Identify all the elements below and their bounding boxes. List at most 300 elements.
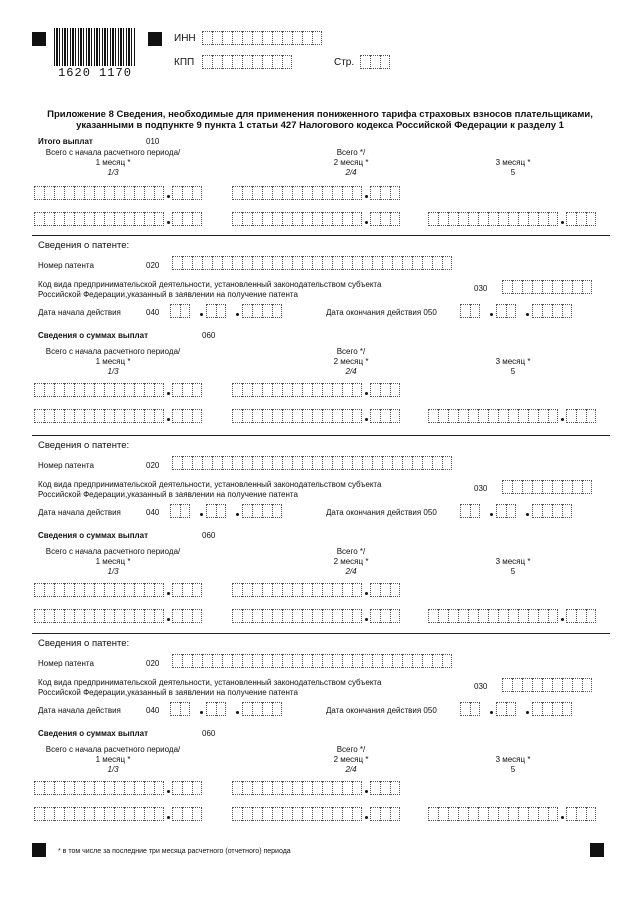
input-cell[interactable]: [506, 304, 516, 318]
input-cell[interactable]: [180, 702, 190, 716]
input-cell[interactable]: [518, 212, 528, 226]
input-cell[interactable]: [380, 583, 390, 597]
input-cell[interactable]: [292, 456, 302, 470]
input-cell[interactable]: [312, 456, 322, 470]
input-cell[interactable]: [252, 212, 262, 226]
input-cell[interactable]: [352, 186, 362, 200]
input-cell[interactable]: [252, 654, 262, 668]
input-cell[interactable]: [64, 781, 74, 795]
input-cell[interactable]: [576, 807, 586, 821]
input-cell[interactable]: [262, 583, 272, 597]
input-cell[interactable]: [548, 212, 558, 226]
input-cell[interactable]: [114, 583, 124, 597]
input-cell[interactable]: [34, 409, 44, 423]
input-cell[interactable]: [170, 504, 180, 518]
input-cell[interactable]: [172, 583, 182, 597]
input-cell[interactable]: [302, 583, 312, 597]
input-cell[interactable]: [312, 583, 322, 597]
input-cell[interactable]: [312, 807, 322, 821]
input-cell[interactable]: [448, 409, 458, 423]
input-cell[interactable]: [542, 678, 552, 692]
amount-field-col2-row1-decimal[interactable]: [370, 186, 400, 200]
input-cell[interactable]: [332, 609, 342, 623]
input-cell[interactable]: [84, 186, 94, 200]
input-cell[interactable]: [114, 609, 124, 623]
input-cell[interactable]: [438, 212, 448, 226]
input-cell[interactable]: [124, 781, 134, 795]
input-cell[interactable]: [154, 383, 164, 397]
input-cell[interactable]: [242, 186, 252, 200]
amount-field-col2-row2-decimal[interactable]: [370, 409, 400, 423]
input-cell[interactable]: [172, 654, 182, 668]
input-cell[interactable]: [232, 583, 242, 597]
input-cell[interactable]: [182, 654, 192, 668]
input-cell[interactable]: [542, 280, 552, 294]
input-cell[interactable]: [262, 55, 272, 69]
input-cell[interactable]: [124, 609, 134, 623]
input-cell[interactable]: [438, 807, 448, 821]
input-cell[interactable]: [362, 256, 372, 270]
input-cell[interactable]: [432, 456, 442, 470]
input-cell[interactable]: [154, 186, 164, 200]
input-cell[interactable]: [54, 807, 64, 821]
amount-field-col2-row2-decimal[interactable]: [370, 609, 400, 623]
amount-field-col2-row2-decimal[interactable]: [370, 212, 400, 226]
amount-field-col1-row1-integer[interactable]: [34, 781, 164, 795]
input-cell[interactable]: [552, 678, 562, 692]
input-cell[interactable]: [202, 55, 212, 69]
input-cell[interactable]: [322, 383, 332, 397]
input-cell[interactable]: [498, 212, 508, 226]
input-cell[interactable]: [282, 807, 292, 821]
input-cell[interactable]: [392, 456, 402, 470]
input-cell[interactable]: [154, 409, 164, 423]
input-cell[interactable]: [576, 212, 586, 226]
input-cell[interactable]: [262, 781, 272, 795]
input-cell[interactable]: [552, 702, 562, 716]
input-cell[interactable]: [380, 807, 390, 821]
activity-kind-field[interactable]: [502, 480, 592, 494]
input-cell[interactable]: [104, 583, 114, 597]
input-cell[interactable]: [518, 409, 528, 423]
input-cell[interactable]: [542, 304, 552, 318]
input-cell[interactable]: [242, 212, 252, 226]
input-cell[interactable]: [182, 583, 192, 597]
input-cell[interactable]: [192, 456, 202, 470]
amount-field-col3-row2-integer[interactable]: [428, 409, 558, 423]
input-cell[interactable]: [34, 383, 44, 397]
input-cell[interactable]: [134, 383, 144, 397]
input-cell[interactable]: [562, 702, 572, 716]
input-cell[interactable]: [252, 583, 262, 597]
input-cell[interactable]: [302, 212, 312, 226]
input-cell[interactable]: [292, 781, 302, 795]
input-cell[interactable]: [262, 383, 272, 397]
input-cell[interactable]: [582, 280, 592, 294]
input-cell[interactable]: [542, 504, 552, 518]
input-cell[interactable]: [182, 186, 192, 200]
input-cell[interactable]: [44, 807, 54, 821]
input-cell[interactable]: [242, 256, 252, 270]
input-cell[interactable]: [390, 186, 400, 200]
input-cell[interactable]: [154, 212, 164, 226]
input-cell[interactable]: [422, 654, 432, 668]
input-cell[interactable]: [182, 781, 192, 795]
input-cell[interactable]: [528, 807, 538, 821]
input-cell[interactable]: [572, 280, 582, 294]
kpp-field[interactable]: [202, 55, 292, 69]
input-cell[interactable]: [442, 654, 452, 668]
input-cell[interactable]: [322, 186, 332, 200]
input-cell[interactable]: [370, 409, 380, 423]
input-cell[interactable]: [124, 383, 134, 397]
input-cell[interactable]: [292, 212, 302, 226]
input-cell[interactable]: [370, 212, 380, 226]
input-cell[interactable]: [242, 31, 252, 45]
input-cell[interactable]: [212, 456, 222, 470]
start-date-year[interactable]: [242, 304, 282, 318]
amount-field-col2-row2-decimal[interactable]: [370, 807, 400, 821]
input-cell[interactable]: [390, 212, 400, 226]
input-cell[interactable]: [104, 781, 114, 795]
input-cell[interactable]: [272, 702, 282, 716]
input-cell[interactable]: [496, 702, 506, 716]
input-cell[interactable]: [538, 807, 548, 821]
input-cell[interactable]: [312, 654, 322, 668]
input-cell[interactable]: [538, 212, 548, 226]
input-cell[interactable]: [312, 31, 322, 45]
input-cell[interactable]: [154, 583, 164, 597]
input-cell[interactable]: [502, 678, 512, 692]
input-cell[interactable]: [54, 781, 64, 795]
input-cell[interactable]: [312, 186, 322, 200]
input-cell[interactable]: [182, 256, 192, 270]
input-cell[interactable]: [94, 212, 104, 226]
start-date-day[interactable]: [170, 504, 190, 518]
amount-field-col3-row2-decimal[interactable]: [566, 409, 596, 423]
input-cell[interactable]: [172, 781, 182, 795]
input-cell[interactable]: [532, 702, 542, 716]
end-date-month[interactable]: [496, 304, 516, 318]
input-cell[interactable]: [144, 583, 154, 597]
activity-kind-field[interactable]: [502, 678, 592, 692]
input-cell[interactable]: [182, 609, 192, 623]
input-cell[interactable]: [242, 654, 252, 668]
inn-field[interactable]: [202, 31, 322, 45]
input-cell[interactable]: [242, 55, 252, 69]
input-cell[interactable]: [232, 409, 242, 423]
input-cell[interactable]: [124, 583, 134, 597]
input-cell[interactable]: [114, 409, 124, 423]
input-cell[interactable]: [44, 212, 54, 226]
input-cell[interactable]: [192, 383, 202, 397]
input-cell[interactable]: [216, 304, 226, 318]
input-cell[interactable]: [182, 383, 192, 397]
input-cell[interactable]: [252, 256, 262, 270]
input-cell[interactable]: [322, 256, 332, 270]
amount-field-col1-row2-decimal[interactable]: [172, 409, 202, 423]
input-cell[interactable]: [172, 807, 182, 821]
input-cell[interactable]: [380, 409, 390, 423]
input-cell[interactable]: [232, 55, 242, 69]
input-cell[interactable]: [528, 609, 538, 623]
input-cell[interactable]: [282, 609, 292, 623]
input-cell[interactable]: [212, 55, 222, 69]
input-cell[interactable]: [222, 654, 232, 668]
input-cell[interactable]: [242, 781, 252, 795]
input-cell[interactable]: [428, 609, 438, 623]
input-cell[interactable]: [322, 583, 332, 597]
input-cell[interactable]: [566, 609, 576, 623]
input-cell[interactable]: [352, 256, 362, 270]
input-cell[interactable]: [488, 807, 498, 821]
input-cell[interactable]: [512, 280, 522, 294]
input-cell[interactable]: [586, 609, 596, 623]
input-cell[interactable]: [262, 256, 272, 270]
input-cell[interactable]: [562, 480, 572, 494]
input-cell[interactable]: [34, 212, 44, 226]
input-cell[interactable]: [94, 807, 104, 821]
input-cell[interactable]: [252, 609, 262, 623]
input-cell[interactable]: [64, 609, 74, 623]
input-cell[interactable]: [114, 781, 124, 795]
input-cell[interactable]: [252, 807, 262, 821]
input-cell[interactable]: [380, 609, 390, 623]
input-cell[interactable]: [242, 609, 252, 623]
input-cell[interactable]: [272, 212, 282, 226]
input-cell[interactable]: [342, 583, 352, 597]
input-cell[interactable]: [84, 383, 94, 397]
input-cell[interactable]: [562, 504, 572, 518]
start-date-month[interactable]: [206, 304, 226, 318]
input-cell[interactable]: [402, 256, 412, 270]
input-cell[interactable]: [370, 383, 380, 397]
end-date-month[interactable]: [496, 504, 516, 518]
input-cell[interactable]: [342, 186, 352, 200]
input-cell[interactable]: [232, 609, 242, 623]
input-cell[interactable]: [538, 609, 548, 623]
input-cell[interactable]: [342, 409, 352, 423]
input-cell[interactable]: [506, 504, 516, 518]
input-cell[interactable]: [74, 409, 84, 423]
input-cell[interactable]: [252, 55, 262, 69]
input-cell[interactable]: [478, 212, 488, 226]
patent-number-field[interactable]: [172, 256, 452, 270]
input-cell[interactable]: [54, 409, 64, 423]
input-cell[interactable]: [192, 609, 202, 623]
amount-field-col1-row1-integer[interactable]: [34, 383, 164, 397]
input-cell[interactable]: [192, 583, 202, 597]
input-cell[interactable]: [262, 609, 272, 623]
input-cell[interactable]: [322, 609, 332, 623]
input-cell[interactable]: [468, 409, 478, 423]
input-cell[interactable]: [380, 186, 390, 200]
input-cell[interactable]: [390, 781, 400, 795]
input-cell[interactable]: [458, 807, 468, 821]
input-cell[interactable]: [44, 781, 54, 795]
input-cell[interactable]: [382, 456, 392, 470]
input-cell[interactable]: [252, 456, 262, 470]
input-cell[interactable]: [172, 456, 182, 470]
input-cell[interactable]: [380, 212, 390, 226]
input-cell[interactable]: [242, 409, 252, 423]
input-cell[interactable]: [498, 807, 508, 821]
input-cell[interactable]: [292, 654, 302, 668]
input-cell[interactable]: [522, 480, 532, 494]
amount-field-col2-row1-decimal[interactable]: [370, 781, 400, 795]
input-cell[interactable]: [392, 256, 402, 270]
input-cell[interactable]: [272, 256, 282, 270]
input-cell[interactable]: [532, 504, 542, 518]
input-cell[interactable]: [532, 678, 542, 692]
input-cell[interactable]: [44, 609, 54, 623]
input-cell[interactable]: [532, 280, 542, 294]
input-cell[interactable]: [192, 409, 202, 423]
input-cell[interactable]: [282, 55, 292, 69]
input-cell[interactable]: [272, 609, 282, 623]
input-cell[interactable]: [272, 55, 282, 69]
end-date-year[interactable]: [532, 304, 572, 318]
input-cell[interactable]: [566, 212, 576, 226]
amount-field-col1-row2-integer[interactable]: [34, 409, 164, 423]
input-cell[interactable]: [470, 304, 480, 318]
input-cell[interactable]: [172, 409, 182, 423]
input-cell[interactable]: [282, 409, 292, 423]
input-cell[interactable]: [576, 409, 586, 423]
input-cell[interactable]: [332, 383, 342, 397]
input-cell[interactable]: [488, 609, 498, 623]
input-cell[interactable]: [528, 409, 538, 423]
amount-field-col2-row1-decimal[interactable]: [370, 383, 400, 397]
input-cell[interactable]: [202, 31, 212, 45]
input-cell[interactable]: [448, 609, 458, 623]
end-date-year[interactable]: [532, 504, 572, 518]
input-cell[interactable]: [192, 186, 202, 200]
start-date-year[interactable]: [242, 702, 282, 716]
input-cell[interactable]: [312, 781, 322, 795]
input-cell[interactable]: [272, 383, 282, 397]
input-cell[interactable]: [104, 186, 114, 200]
input-cell[interactable]: [272, 583, 282, 597]
input-cell[interactable]: [468, 807, 478, 821]
input-cell[interactable]: [262, 409, 272, 423]
input-cell[interactable]: [222, 256, 232, 270]
input-cell[interactable]: [392, 654, 402, 668]
input-cell[interactable]: [332, 456, 342, 470]
amount-field-col1-row2-integer[interactable]: [34, 609, 164, 623]
input-cell[interactable]: [292, 186, 302, 200]
input-cell[interactable]: [428, 409, 438, 423]
input-cell[interactable]: [342, 654, 352, 668]
input-cell[interactable]: [232, 383, 242, 397]
input-cell[interactable]: [74, 781, 84, 795]
input-cell[interactable]: [222, 31, 232, 45]
input-cell[interactable]: [342, 609, 352, 623]
input-cell[interactable]: [412, 256, 422, 270]
input-cell[interactable]: [192, 807, 202, 821]
amount-field-col1-row2-decimal[interactable]: [172, 212, 202, 226]
input-cell[interactable]: [182, 807, 192, 821]
input-cell[interactable]: [352, 654, 362, 668]
input-cell[interactable]: [292, 409, 302, 423]
amount-field-col2-row2-integer[interactable]: [232, 409, 362, 423]
input-cell[interactable]: [262, 456, 272, 470]
input-cell[interactable]: [242, 583, 252, 597]
input-cell[interactable]: [252, 304, 262, 318]
input-cell[interactable]: [114, 186, 124, 200]
end-date-day[interactable]: [460, 304, 480, 318]
input-cell[interactable]: [262, 186, 272, 200]
end-date-month[interactable]: [496, 702, 516, 716]
input-cell[interactable]: [252, 31, 262, 45]
input-cell[interactable]: [182, 212, 192, 226]
input-cell[interactable]: [272, 409, 282, 423]
input-cell[interactable]: [54, 186, 64, 200]
input-cell[interactable]: [332, 781, 342, 795]
input-cell[interactable]: [402, 654, 412, 668]
input-cell[interactable]: [134, 807, 144, 821]
input-cell[interactable]: [382, 654, 392, 668]
input-cell[interactable]: [460, 702, 470, 716]
input-cell[interactable]: [104, 212, 114, 226]
input-cell[interactable]: [518, 807, 528, 821]
input-cell[interactable]: [380, 55, 390, 69]
input-cell[interactable]: [64, 212, 74, 226]
input-cell[interactable]: [34, 807, 44, 821]
input-cell[interactable]: [502, 480, 512, 494]
activity-kind-field[interactable]: [502, 280, 592, 294]
input-cell[interactable]: [438, 609, 448, 623]
amount-field-col2-row1-decimal[interactable]: [370, 583, 400, 597]
input-cell[interactable]: [134, 212, 144, 226]
input-cell[interactable]: [124, 186, 134, 200]
input-cell[interactable]: [352, 609, 362, 623]
input-cell[interactable]: [114, 383, 124, 397]
amount-field-col2-row1-integer[interactable]: [232, 186, 362, 200]
input-cell[interactable]: [432, 256, 442, 270]
amount-field-col2-row2-integer[interactable]: [232, 609, 362, 623]
amount-field-col2-row2-integer[interactable]: [232, 807, 362, 821]
input-cell[interactable]: [114, 807, 124, 821]
input-cell[interactable]: [428, 807, 438, 821]
amount-field-col2-row2-integer[interactable]: [232, 212, 362, 226]
input-cell[interactable]: [74, 186, 84, 200]
input-cell[interactable]: [478, 807, 488, 821]
input-cell[interactable]: [552, 280, 562, 294]
input-cell[interactable]: [206, 702, 216, 716]
input-cell[interactable]: [272, 504, 282, 518]
input-cell[interactable]: [562, 678, 572, 692]
input-cell[interactable]: [478, 609, 488, 623]
input-cell[interactable]: [206, 304, 216, 318]
input-cell[interactable]: [552, 304, 562, 318]
input-cell[interactable]: [170, 304, 180, 318]
input-cell[interactable]: [252, 504, 262, 518]
input-cell[interactable]: [252, 702, 262, 716]
input-cell[interactable]: [144, 383, 154, 397]
input-cell[interactable]: [538, 409, 548, 423]
input-cell[interactable]: [34, 781, 44, 795]
input-cell[interactable]: [232, 654, 242, 668]
input-cell[interactable]: [498, 609, 508, 623]
input-cell[interactable]: [94, 186, 104, 200]
input-cell[interactable]: [528, 212, 538, 226]
input-cell[interactable]: [252, 383, 262, 397]
input-cell[interactable]: [380, 781, 390, 795]
input-cell[interactable]: [352, 807, 362, 821]
input-cell[interactable]: [180, 504, 190, 518]
input-cell[interactable]: [34, 186, 44, 200]
